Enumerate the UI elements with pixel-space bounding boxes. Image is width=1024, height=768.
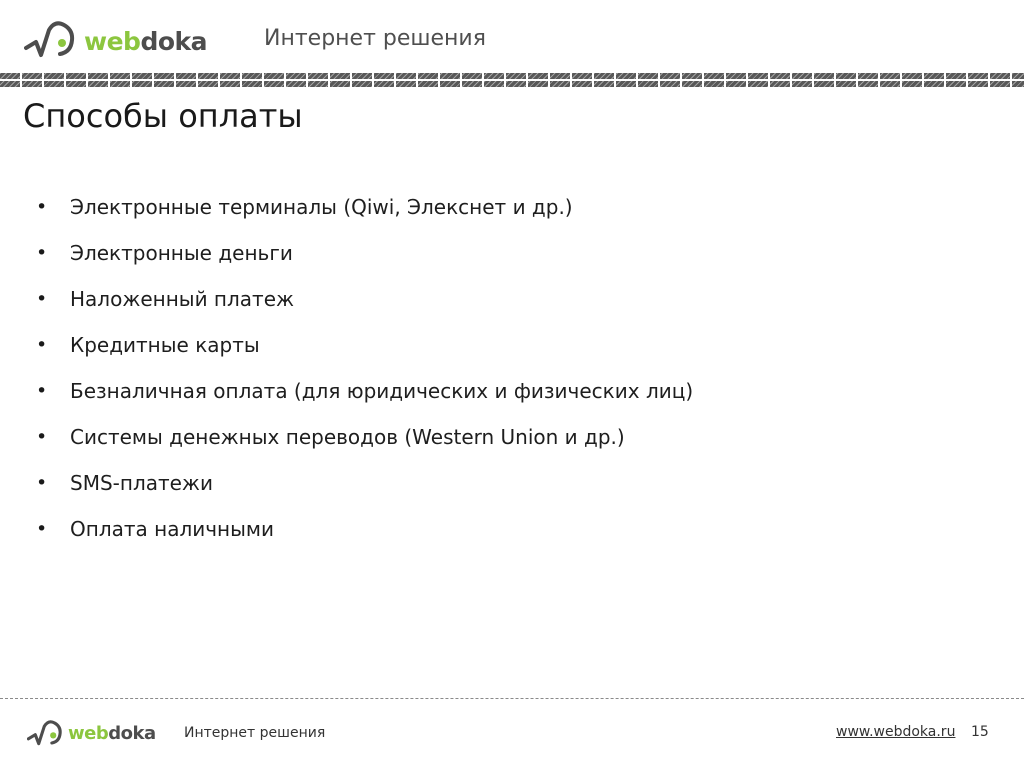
bullet-dot-icon: • <box>36 426 48 448</box>
list-item-text: Оплата наличными <box>70 517 275 541</box>
footer-title: Интернет решения <box>184 725 326 741</box>
header-title: Интернет решения <box>264 26 486 51</box>
list-item-text: Электронные деньги <box>70 241 293 265</box>
list-item-text: Безналичная оплата (для юридических и физических лиц) <box>70 379 694 403</box>
bullet-dot-icon: • <box>36 518 48 540</box>
bullet-dot-icon: • <box>36 196 48 218</box>
bullet-dot-icon: • <box>36 334 48 356</box>
logo-wordmark <box>68 725 156 743</box>
list-item-text: SMS-платежи <box>70 471 213 495</box>
list-item <box>36 512 693 558</box>
list-item-text: Наложенный платеж <box>70 287 295 311</box>
logo-web-text: web <box>84 26 141 56</box>
list-item <box>36 328 693 374</box>
logo-doka-text: doka <box>108 723 156 744</box>
list-item-text: Системы денежных переводов (Western Union и др.) <box>70 425 625 449</box>
logo-doka-text: doka <box>140 26 208 56</box>
header-logo <box>24 15 207 67</box>
list-item <box>36 190 693 236</box>
footer-divider <box>0 698 1024 699</box>
logo-waveform-icon <box>27 720 67 748</box>
list-item-text: Кредитные карты <box>70 333 260 357</box>
list-item <box>36 420 693 466</box>
logo-waveform-icon <box>24 21 82 61</box>
list-item <box>36 236 693 282</box>
list-item <box>36 282 693 328</box>
logo-wordmark <box>84 26 208 56</box>
bullet-dot-icon: • <box>36 288 48 310</box>
bullet-dot-icon: • <box>36 380 48 402</box>
page-title: Способы оплаты <box>23 97 303 135</box>
bullet-dot-icon: • <box>36 472 48 494</box>
logo-web-text: web <box>68 723 109 744</box>
list-item <box>36 466 693 512</box>
website-link[interactable]: www.webdoka.ru <box>836 724 956 740</box>
footer-logo <box>27 716 156 752</box>
payment-methods-list <box>36 190 693 558</box>
list-item-text: Электронные терминалы (Qiwi, Элекснет и др.) <box>70 195 573 219</box>
list-item <box>36 374 693 420</box>
header-divider <box>0 73 1024 87</box>
bullet-dot-icon: • <box>36 242 48 264</box>
page-number: 15 <box>971 724 989 740</box>
